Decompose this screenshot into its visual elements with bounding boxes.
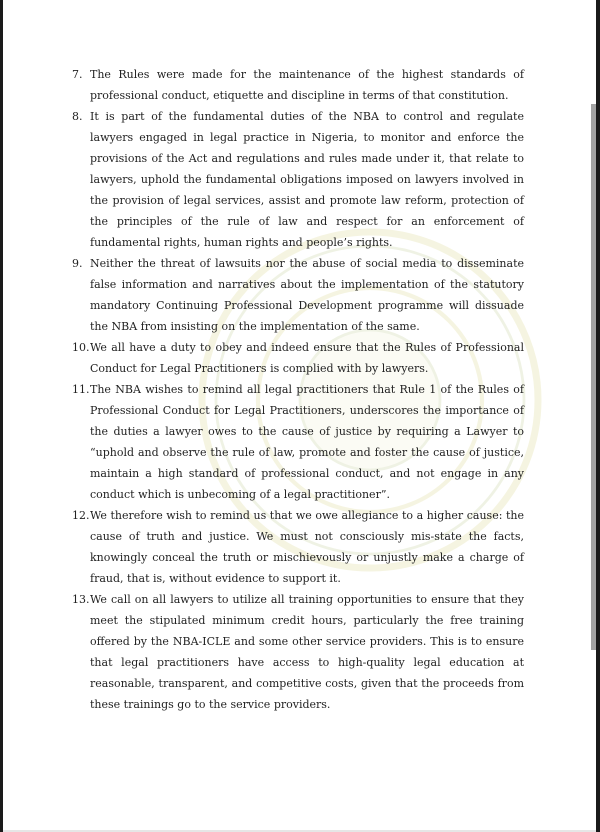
list-item	[72, 379, 524, 505]
item-number: 9.	[72, 257, 83, 270]
item-number: 10.	[72, 341, 90, 354]
item-number: 8.	[72, 110, 83, 123]
list-item	[72, 64, 524, 106]
right-frame-edge	[596, 0, 600, 832]
item-text: We call on all lawyers to utilize all training opportunities to ensure that they meet the stipulated minimum credit hours, particularly the free training offered by the NBA-ICLE and some other service providers. This is to ensure that legal practitioners have access to high-quality legal education at reasonable, transparent, and competitive costs, given that the proceeds from these trainings go to the service providers.	[90, 593, 524, 711]
list-item	[72, 337, 524, 379]
item-text: We therefore wish to remind us that we owe allegiance to a higher cause: the cause of truth and justice. We must not consciously mis-state the facts, knowingly conceal the truth or mischievously or unjustly make a charge of fraud, that is, without evidence to support it.	[90, 509, 524, 585]
item-text: It is part of the fundamental duties of the NBA to control and regulate lawyers engaged in legal practice in Nigeria, to monitor and enforce the provisions of the Act and regulations and rules made under it, that relate to lawyers, uphold the fundamental obligations imposed on lawyers involved in the provision of legal services, assist and promote law reform, protection of the principles of the rule of law and respect for an enforcement of fundamental rights, human rights and people’s rights.	[90, 110, 524, 249]
item-text: We all have a duty to obey and indeed ensure that the Rules of Professional Conduct for Legal Practitioners is complied with by lawyers.	[90, 341, 524, 375]
item-text: Neither the threat of lawsuits nor the abuse of social media to disseminate false information and narratives about the implementation of the statutory mandatory Continuing Professional Development programme will dissuade the NBA from insisting on the implementation of the same.	[90, 257, 524, 333]
list-item	[72, 589, 524, 715]
item-number: 12.	[72, 509, 90, 522]
list-item	[72, 505, 524, 589]
item-number: 13.	[72, 593, 90, 606]
item-text: The Rules were made for the maintenance of the highest standards of professional conduct, etiquette and discipline in terms of that constitution.	[90, 68, 524, 102]
item-number: 7.	[72, 68, 83, 81]
numbered-list	[72, 64, 524, 715]
item-number: 11.	[72, 383, 90, 396]
left-frame-edge	[0, 0, 3, 832]
list-item	[72, 253, 524, 337]
list-item	[72, 106, 524, 253]
vertical-scrollbar-thumb[interactable]	[591, 104, 596, 650]
document-page	[72, 64, 524, 715]
item-text: The NBA wishes to remind all legal practitioners that Rule 1 of the Rules of Professional Conduct for Legal Practitioners, underscores the importance of the duties a lawyer owes to the cause of justice by requiring a Lawyer to “uphold and observe the rule of law, promote and foster the cause of justice, maintain a high standard of professional conduct, and not engage in any conduct which is unbecoming of a legal practitioner”.	[90, 383, 524, 501]
